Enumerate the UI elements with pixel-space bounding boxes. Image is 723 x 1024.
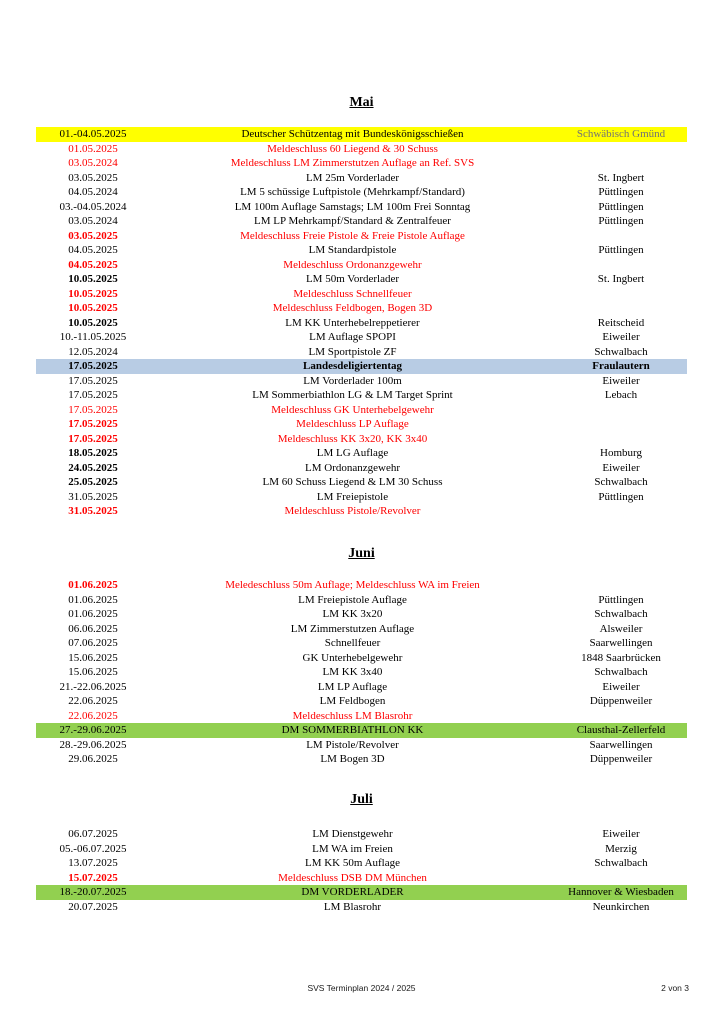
location-cell: Schwalbach	[594, 857, 648, 869]
location-cell: Saarwellingen	[589, 738, 653, 751]
date-cell: 01.06.2025	[68, 579, 118, 591]
event-cell: Deutscher Schützentag mit Bundeskönigsschießen	[241, 128, 464, 140]
date-cell: 17.05.2025	[68, 432, 118, 445]
date-cell: 03.05.2025	[68, 229, 118, 242]
event-cell: Landesdeligiertentag	[303, 360, 402, 372]
table-row	[36, 622, 687, 637]
date-cell: 03.05.2025	[68, 171, 118, 184]
table-row	[36, 142, 687, 157]
location-cell: 1848 Saarbrücken	[581, 651, 661, 664]
table-row	[36, 842, 687, 857]
date-cell: 17.05.2025	[68, 360, 118, 372]
table-row	[36, 709, 687, 724]
table-row	[36, 694, 687, 709]
table-row	[36, 243, 687, 258]
table-row	[36, 723, 687, 738]
table-row	[36, 171, 687, 186]
date-cell: 03.-04.05.2024	[59, 200, 127, 213]
table-row	[36, 374, 687, 389]
table-row	[36, 330, 687, 345]
date-cell: 07.06.2025	[68, 637, 118, 649]
location-cell: Eiweiler	[602, 374, 640, 387]
date-cell: 01.05.2025	[68, 142, 118, 155]
location-cell: Clausthal-Zellerfeld	[576, 724, 666, 736]
table-row	[36, 651, 687, 666]
table-row	[36, 127, 687, 142]
location-cell	[555, 403, 687, 418]
date-cell: 28.-29.06.2025	[59, 738, 127, 751]
date-cell: 22.06.2025	[68, 709, 118, 722]
date-cell: 21.-22.06.2025	[59, 680, 127, 693]
table-row	[36, 359, 687, 374]
date-cell: 20.07.2025	[68, 900, 118, 913]
location-cell: Düppenweiler	[589, 695, 653, 707]
location-cell: Schwalbach	[594, 476, 648, 488]
event-cell: LM WA im Freien	[312, 842, 393, 855]
table-row	[36, 680, 687, 695]
event-cell: LM Vorderlader 100m	[303, 374, 402, 387]
event-cell: LM 5 schüssige Luftpistole (Mehrkampf/Standard)	[240, 186, 465, 198]
event-cell: Schnellfeuer	[324, 637, 381, 649]
event-cell: Meldeschluss KK 3x20, KK 3x40	[277, 432, 428, 445]
location-cell	[555, 301, 687, 316]
table-row	[36, 738, 687, 753]
table-row	[36, 665, 687, 680]
location-cell: Düppenweiler	[589, 753, 653, 765]
location-cell	[555, 417, 687, 432]
location-cell: Eiweiler	[602, 828, 640, 840]
event-cell: Meldeschluss LP Auflage	[296, 418, 409, 430]
event-cell: LM Zimmerstutzen Auflage	[290, 622, 415, 635]
month-table-2	[36, 827, 687, 914]
event-cell: LM Auflage SPOPI	[309, 331, 396, 343]
event-cell: Meldeschluss 60 Liegend & 30 Schuss	[267, 142, 438, 155]
table-row	[36, 229, 687, 244]
date-cell: 01.-04.05.2025	[59, 128, 127, 140]
event-cell: Meledeschluss 50m Auflage; Meldeschluss WA im Freien	[225, 579, 480, 591]
event-cell: LM KK Unterhebelreppetierer	[285, 316, 420, 329]
table-row	[36, 301, 687, 316]
footer-page-number: 2 von 3	[661, 983, 689, 993]
location-cell: Merzig	[605, 842, 637, 855]
event-cell: LM Bogen 3D	[320, 753, 385, 765]
location-cell: Fraulautern	[592, 360, 650, 372]
location-cell: Eiweiler	[602, 331, 640, 343]
location-cell: Püttlingen	[598, 200, 644, 213]
event-cell: Meldeschluss Freie Pistole & Freie Pistole Auflage	[240, 229, 465, 242]
table-row	[36, 578, 687, 593]
table-row	[36, 272, 687, 287]
date-cell: 15.06.2025	[68, 666, 118, 678]
table-row	[36, 388, 687, 403]
table-row	[36, 200, 687, 215]
table-row	[36, 504, 687, 519]
event-cell: LM Sportpistole ZF	[308, 345, 397, 358]
location-cell	[555, 709, 687, 724]
date-cell: 10.05.2025	[68, 316, 118, 329]
date-cell: 05.-06.07.2025	[59, 842, 127, 855]
event-cell: Meldeschluss DSB DM München	[278, 871, 427, 884]
table-row	[36, 636, 687, 651]
date-cell: 03.05.2024	[68, 157, 118, 169]
event-cell: Meldeschluss Ordonanzgewehr	[283, 258, 422, 271]
location-cell: Reitscheid	[597, 316, 645, 329]
location-cell: Püttlingen	[598, 186, 644, 198]
table-row	[36, 885, 687, 900]
location-cell: Püttlingen	[598, 490, 644, 503]
location-cell	[555, 229, 687, 244]
location-cell: Homburg	[600, 447, 642, 459]
event-cell: LM Feldbogen	[319, 695, 386, 707]
date-cell: 15.07.2025	[68, 871, 118, 884]
month-title-mai: Mai	[349, 95, 374, 110]
table-row	[36, 185, 687, 200]
location-cell: Schwäbisch Gmünd	[576, 128, 666, 140]
table-row	[36, 871, 687, 886]
event-cell: LM 100m Auflage Samstags; LM 100m Frei Sonntag	[234, 200, 471, 213]
event-cell: LM Sommerbiathlon LG & LM Target Sprint	[252, 389, 453, 401]
table-row	[36, 258, 687, 273]
table-row	[36, 593, 687, 608]
event-cell: LM Freiepistole Auflage	[298, 593, 407, 606]
table-row	[36, 446, 687, 461]
table-row	[36, 287, 687, 302]
location-cell: Saarwellingen	[589, 637, 653, 649]
event-cell: Meldeschluss Schnellfeuer	[293, 287, 412, 300]
location-cell	[555, 432, 687, 447]
date-cell: 18.-20.07.2025	[59, 886, 127, 898]
table-row	[36, 900, 687, 915]
location-cell: Eiweiler	[602, 461, 640, 474]
table-row	[36, 345, 687, 360]
location-cell: Eiweiler	[602, 680, 640, 693]
event-cell: Meldeschluss LM Blasrohr	[292, 709, 413, 722]
location-cell: Alsweiler	[599, 622, 643, 635]
event-cell: LM KK 50m Auflage	[304, 857, 400, 869]
event-cell: DM SOMMERBIATHLON KK	[281, 724, 424, 736]
location-cell	[555, 156, 687, 171]
date-cell: 10.05.2025	[68, 302, 118, 314]
event-cell: LM LG Auflage	[316, 447, 389, 459]
table-row	[36, 827, 687, 842]
table-row	[36, 156, 687, 171]
date-cell: 24.05.2025	[68, 461, 118, 474]
location-cell: Hannover & Wiesbaden	[568, 886, 674, 898]
date-cell: 31.05.2025	[68, 490, 118, 503]
table-row	[36, 856, 687, 871]
event-cell: Meldeschluss GK Unterhebelgewehr	[271, 403, 434, 416]
date-cell: 17.05.2025	[68, 374, 118, 387]
table-row	[36, 417, 687, 432]
date-cell: 06.06.2025	[68, 622, 118, 635]
date-cell: 27.-29.06.2025	[59, 724, 127, 736]
event-cell: LM Blasrohr	[323, 900, 382, 913]
month-title-juni: Juni	[348, 546, 375, 561]
event-cell: LM KK 3x40	[322, 666, 383, 678]
location-cell: Lebach	[604, 389, 638, 401]
table-row	[36, 475, 687, 490]
table-row	[36, 461, 687, 476]
event-cell: LM Dienstgewehr	[312, 828, 393, 840]
date-cell: 06.07.2025	[68, 828, 118, 840]
date-cell: 13.07.2025	[68, 857, 118, 869]
date-cell: 17.05.2025	[68, 418, 118, 430]
table-row	[36, 214, 687, 229]
location-cell: Schwalbach	[594, 608, 648, 620]
date-cell: 25.05.2025	[68, 476, 118, 488]
month-table-1	[36, 578, 687, 767]
date-cell: 15.06.2025	[68, 651, 118, 664]
date-cell: 22.06.2025	[68, 695, 118, 707]
location-cell: Püttlingen	[598, 244, 644, 256]
event-cell: LM 60 Schuss Liegend & LM 30 Schuss	[262, 476, 443, 488]
location-cell: Schwalbach	[594, 666, 648, 678]
location-cell: Püttlingen	[598, 593, 644, 606]
event-cell: LM Standardpistole	[308, 244, 397, 256]
date-cell: 01.06.2025	[68, 608, 118, 620]
date-cell: 10.-11.05.2025	[59, 331, 127, 343]
location-cell: St. Ingbert	[597, 273, 645, 285]
date-cell: 03.05.2024	[68, 215, 118, 227]
date-cell: 04.05.2024	[68, 186, 118, 198]
date-cell: 04.05.2025	[68, 258, 118, 271]
table-row	[36, 607, 687, 622]
location-cell	[555, 287, 687, 302]
location-cell: Neunkirchen	[592, 900, 650, 913]
date-cell: 01.06.2025	[68, 593, 118, 606]
table-row	[36, 432, 687, 447]
table-row	[36, 752, 687, 767]
date-cell: 04.05.2025	[68, 244, 118, 256]
event-cell: DM VORDERLADER	[301, 886, 404, 898]
location-cell: St. Ingbert	[597, 171, 645, 184]
event-cell: LM 50m Vorderlader	[305, 273, 400, 285]
event-cell: LM Freiepistole	[316, 490, 389, 503]
location-cell: Püttlingen	[598, 215, 644, 227]
date-cell: 10.05.2025	[68, 273, 118, 285]
month-title-juli: Juli	[350, 792, 373, 807]
event-cell: LM KK 3x20	[322, 608, 383, 620]
event-cell: GK Unterhebelgewehr	[302, 651, 403, 664]
date-cell: 10.05.2025	[68, 287, 118, 300]
date-cell: 17.05.2025	[68, 403, 118, 416]
footer-title: SVS Terminplan 2024 / 2025	[307, 983, 416, 993]
date-cell: 17.05.2025	[68, 389, 118, 401]
table-row	[36, 490, 687, 505]
event-cell: LM 25m Vorderlader	[305, 171, 400, 184]
event-cell: Meldeschluss Pistole/Revolver	[284, 505, 421, 517]
event-cell: LM LP Mehrkampf/Standard & Zentralfeuer	[254, 215, 451, 227]
location-cell	[555, 578, 687, 593]
date-cell: 12.05.2024	[68, 345, 118, 358]
location-cell	[555, 258, 687, 273]
date-cell: 18.05.2025	[68, 447, 118, 459]
table-row	[36, 403, 687, 418]
date-cell: 29.06.2025	[68, 753, 118, 765]
event-cell: LM Ordonanzgewehr	[305, 461, 400, 474]
event-cell: LM LP Auflage	[317, 680, 388, 693]
table-row	[36, 316, 687, 331]
location-cell	[555, 504, 687, 519]
month-table-0	[36, 127, 687, 519]
event-cell: Meldeschluss Feldbogen, Bogen 3D	[272, 302, 433, 314]
location-cell: Schwalbach	[594, 345, 648, 358]
event-cell: LM Pistole/Revolver	[306, 738, 399, 751]
date-cell: 31.05.2025	[68, 505, 118, 517]
location-cell	[555, 871, 687, 886]
location-cell	[555, 142, 687, 157]
event-cell: Meldeschluss LM Zimmerstutzen Auflage an Ref. SVS	[230, 157, 475, 169]
